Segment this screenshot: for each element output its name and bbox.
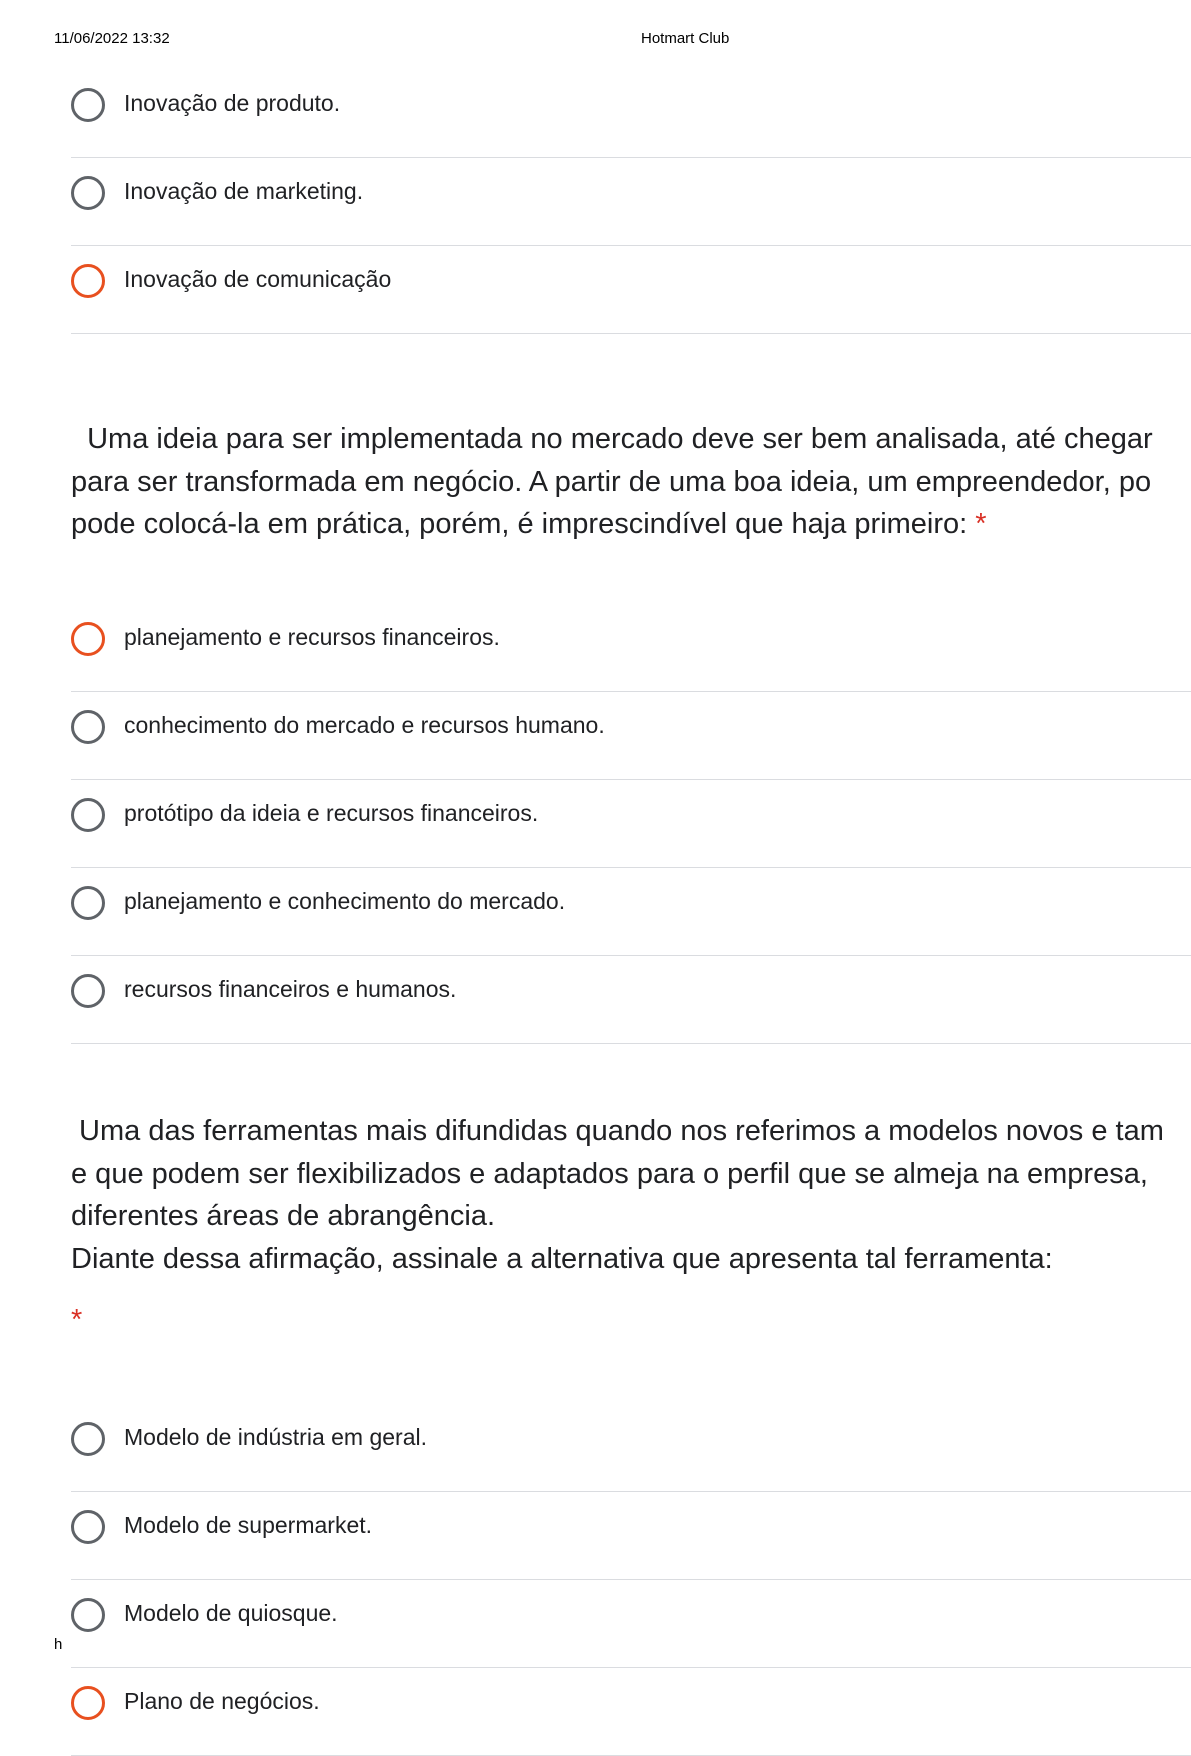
option-label: Inovação de produto. <box>124 90 341 116</box>
option-inovacao-comunicacao[interactable] <box>71 246 1191 334</box>
radio-button[interactable] <box>71 176 105 210</box>
radio-button-selected[interactable] <box>71 622 105 656</box>
question-line: pode colocá-la em prática, porém, é imprescindível que haja primeiro: <box>71 508 976 540</box>
option-modelo-quiosque[interactable] <box>71 1580 1191 1668</box>
radio-button-selected[interactable] <box>71 264 105 298</box>
option-label: Inovação de comunicação <box>124 266 392 292</box>
option-label: Modelo de indústria em geral. <box>124 1424 427 1450</box>
radio-button[interactable] <box>71 1598 105 1632</box>
option-inovacao-produto[interactable] <box>71 70 1191 158</box>
radio-button[interactable] <box>71 710 105 744</box>
radio-button[interactable] <box>71 1422 105 1456</box>
option-plano-negocios[interactable] <box>71 1668 1191 1756</box>
option-conhecimento-mercado[interactable] <box>71 692 1191 780</box>
question-line: Uma ideia para ser implementada no mercado deve ser bem analisada, até chegar <box>71 423 1153 455</box>
option-prototipo-ideia[interactable] <box>71 780 1191 868</box>
question-text <box>71 418 1191 546</box>
question-text <box>71 1110 1191 1280</box>
print-date: 11/06/2022 13:32 <box>54 30 170 47</box>
option-modelo-supermarket[interactable] <box>71 1492 1191 1580</box>
question-line: Diante dessa afirmação, assinale a alternativa que apresenta tal ferramenta: <box>71 1242 1053 1275</box>
footer-url-stub: h <box>54 1636 63 1653</box>
radio-button[interactable] <box>71 798 105 832</box>
option-recursos-financeiros-humanos[interactable] <box>71 956 1191 1044</box>
radio-button[interactable] <box>71 974 105 1008</box>
option-label: protótipo da ideia e recursos financeiros. <box>124 800 539 826</box>
option-label: Plano de negócios. <box>124 1688 320 1714</box>
option-modelo-industria[interactable] <box>71 1404 1191 1492</box>
option-inovacao-marketing[interactable] <box>71 158 1191 246</box>
print-header <box>0 28 1191 48</box>
option-label: planejamento e conhecimento do mercado. <box>124 888 566 914</box>
option-label: recursos financeiros e humanos. <box>124 976 457 1002</box>
option-label: planejamento e recursos financeiros. <box>124 624 500 650</box>
question-line: diferentes áreas de abrangência. <box>71 1200 496 1232</box>
radio-button[interactable] <box>71 88 105 122</box>
option-label: Inovação de marketing. <box>124 178 364 204</box>
option-label: Modelo de supermarket. <box>124 1512 373 1538</box>
option-planejamento-conhecimento[interactable] <box>71 868 1191 956</box>
required-asterisk: * <box>975 508 987 540</box>
required-asterisk: * <box>71 1304 83 1336</box>
question-line: e que podem ser flexibilizados e adaptados para o perfil que se almeja na empresa, <box>71 1157 1148 1190</box>
print-title: Hotmart Club <box>641 30 730 47</box>
option-planejamento-recursos-financeiros[interactable] <box>71 604 1191 692</box>
radio-button[interactable] <box>71 1510 105 1544</box>
radio-button-selected[interactable] <box>71 1686 105 1720</box>
question-line: Uma das ferramentas mais difundidas quando nos referimos a modelos novos e tam <box>71 1115 1164 1147</box>
question-line: para ser transformada em negócio. A partir de uma boa ideia, um empreendedor, po <box>71 465 1152 498</box>
option-label: Modelo de quiosque. <box>124 1600 338 1626</box>
option-label: conhecimento do mercado e recursos humano. <box>124 712 605 738</box>
radio-button[interactable] <box>71 886 105 920</box>
